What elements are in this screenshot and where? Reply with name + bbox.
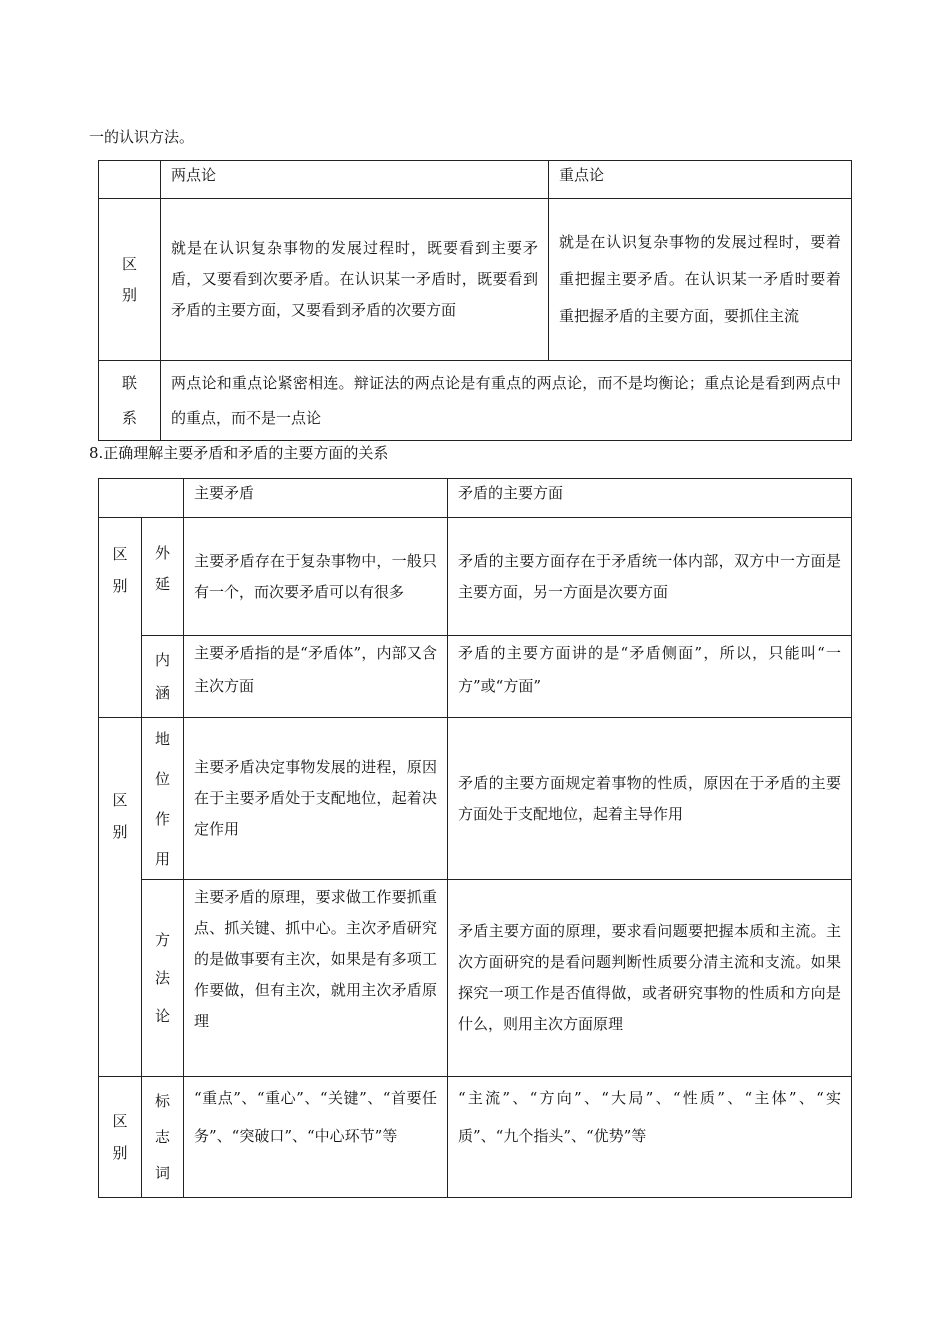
cell-principal-connotation: 主要矛盾指的是“矛盾体”，内部又含主次方面 xyxy=(184,636,448,718)
header-two-points: 两点论 xyxy=(161,161,549,199)
cell-principal-status-role: 主要矛盾决定事物发展的进程，原因在于主要矛盾处于支配地位，起着决定作用 xyxy=(184,718,448,880)
cell-aspect-methodology: 矛盾主要方面的原理，要求看问题要把握本质和主流。主次方面研究的是看问题判断性质要分清主流和支流。如果探究一项工作是否值得做，或者研究事物的性质和方向是什么，则用主次方面原理 xyxy=(448,880,852,1077)
table-header-row xyxy=(99,161,852,199)
section-heading: 8.正确理解主要矛盾和矛盾的主要方面的关系 xyxy=(89,444,389,462)
table-row xyxy=(99,1077,852,1198)
sub-label-status-role: 地 位 作 用 xyxy=(142,718,184,880)
sub-label-connotation: 内 涵 xyxy=(142,636,184,718)
table-row xyxy=(99,518,852,636)
sub-label-methodology: 方 法 论 xyxy=(142,880,184,1077)
cell-principal-keywords: “重点”、“重心”、“关键”、“首要任务”、“突破口”、“中心环节”等 xyxy=(184,1077,448,1198)
group-label-difference: 区 别 xyxy=(99,1077,142,1198)
row-label-difference: 区 别 xyxy=(99,199,161,361)
cell-aspect-connotation: 矛盾的主要方面讲的是“矛盾侧面”，所以，只能叫“一方”或“方面” xyxy=(448,636,852,718)
table-row xyxy=(99,718,852,880)
cell-principal-methodology: 主要矛盾的原理，要求做工作要抓重点、抓关键、抓中心。主次矛盾研究的是做事要有主次，如果是有多项工作要做，但有主次，就用主次矛盾原理 xyxy=(184,880,448,1077)
group-label-difference: 区 别 xyxy=(99,518,142,718)
header-empty-cell xyxy=(99,479,184,518)
cell-key-point-definition: 就是在认识复杂事物的发展过程时，要着重把握主要矛盾。在认识某一矛盾时要着重把握矛盾的主要方面，要抓住主流 xyxy=(549,199,852,361)
cell-principal-extension: 主要矛盾存在于复杂事物中，一般只有一个，而次要矛盾可以有很多 xyxy=(184,518,448,636)
header-empty-cell xyxy=(99,161,161,199)
table-row-link xyxy=(99,361,852,441)
table-row xyxy=(99,636,852,718)
sub-label-keywords: 标 志 词 xyxy=(142,1077,184,1198)
table-row xyxy=(99,880,852,1077)
sub-label-extension: 外 延 xyxy=(142,518,184,636)
comparison-table-two-points xyxy=(98,160,852,441)
group-label-difference: 区 别 xyxy=(99,718,142,1077)
table-row-difference xyxy=(99,199,852,361)
cell-link-text: 两点论和重点论紧密相连。辩证法的两点论是有重点的两点论，而不是均衡论；重点论是看到两点中的重点，而不是一点论 xyxy=(161,361,852,441)
intro-text: 一的认识方法。 xyxy=(89,128,195,146)
header-principal-contradiction: 主要矛盾 xyxy=(184,479,448,518)
cell-aspect-keywords: “主流”、“方向”、“大局”、“性质”、“主体”、“实质”、“九个指头”、“优势”等 xyxy=(448,1077,852,1198)
cell-aspect-extension: 矛盾的主要方面存在于矛盾统一体内部，双方中一方面是主要方面，另一方面是次要方面 xyxy=(448,518,852,636)
row-label-link: 联 系 xyxy=(99,361,161,441)
header-principal-aspect: 矛盾的主要方面 xyxy=(448,479,852,518)
table-header-row xyxy=(99,479,852,518)
cell-aspect-status-role: 矛盾的主要方面规定着事物的性质，原因在于矛盾的主要方面处于支配地位，起着主导作用 xyxy=(448,718,852,880)
header-key-point: 重点论 xyxy=(549,161,852,199)
comparison-table-contradictions xyxy=(98,478,852,1198)
cell-two-points-definition: 就是在认识复杂事物的发展过程时，既要看到主要矛盾，又要看到次要矛盾。在认识某一矛盾时，既要看到矛盾的主要方面，又要看到矛盾的次要方面 xyxy=(161,199,549,361)
